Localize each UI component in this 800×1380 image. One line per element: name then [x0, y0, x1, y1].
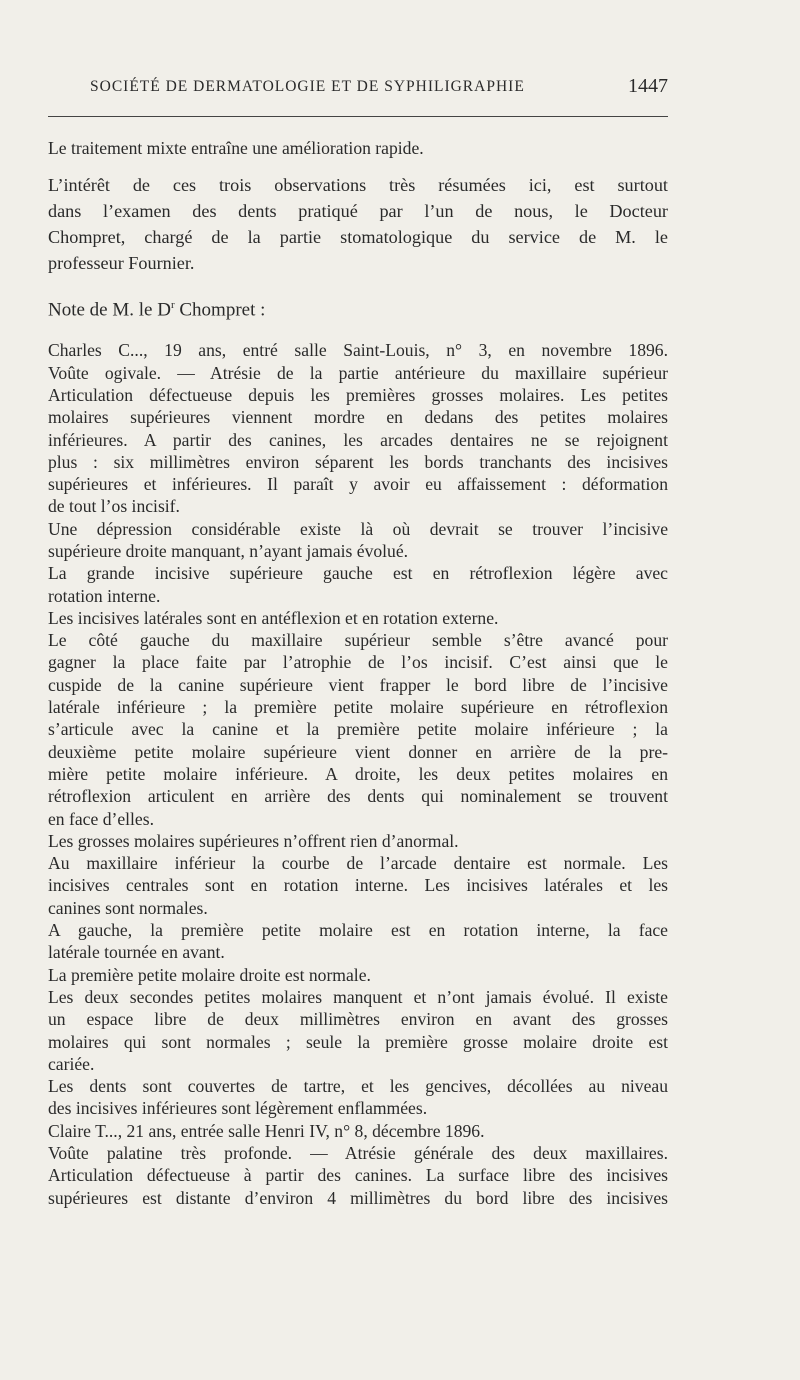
- text-line: rotation interne.: [48, 585, 161, 606]
- text-line: Au maxillaire inférieur la courbe de l’arcade dentaire est normale. Les: [48, 853, 668, 874]
- text-line: professeur Fournier.: [48, 253, 195, 273]
- text-line: Claire T..., 21 ans, entrée salle Henri IV, n° 8, décembre 1896.: [48, 1120, 485, 1141]
- running-header: [48, 70, 668, 106]
- header-rule: [48, 116, 668, 117]
- text-line: s’articule avec la canine et la première petite molaire inférieure ; la: [48, 719, 668, 740]
- note-sup: r: [170, 299, 175, 311]
- text-line: supérieures et inférieures. Il paraît y avoir eu affaissement : déformation: [48, 474, 668, 495]
- text-line: un espace libre de deux millimètres environ en avant des grosses: [48, 1009, 668, 1030]
- text-line: A gauche, la première petite molaire est en rotation interne, la face: [48, 920, 668, 941]
- text-line: deuxième petite molaire supérieure vient donner en arrière de la pre-: [48, 741, 668, 762]
- text-line: incisives centrales sont en rotation interne. Les incisives latérales et les: [48, 875, 668, 896]
- text-line: L’intérêt de ces trois observations très résumées ici, est surtout: [48, 175, 668, 195]
- text-line: Une dépression considérable existe là où devrait se trouver l’incisive: [48, 518, 668, 539]
- case-observations: [48, 339, 668, 1209]
- text-line: Les deux secondes petites molaires manquent et n’ont jamais évolué. Il existe: [48, 986, 668, 1007]
- text-line: canines sont normales.: [48, 897, 208, 918]
- text-line: Voûte palatine très profonde. — Atrésie générale des deux maxillaires.: [48, 1143, 668, 1164]
- text-line: Les incisives latérales sont en antéflexion et en rotation externe.: [48, 607, 499, 628]
- paragraph-intro: [48, 172, 668, 276]
- text-line: plus : six millimètres environ séparent les bords tranchants des incisives: [48, 451, 668, 472]
- text-line: Les dents sont couvertes de tartre, et les gencives, décollées au niveau: [48, 1076, 668, 1097]
- text-line: La grande incisive supérieure gauche est en rétroflexion légère avec: [48, 563, 668, 584]
- text-line: rétroflexion articulent en arrière des dents qui nominalement se trouvent: [48, 786, 668, 807]
- text-line: inférieures. A partir des canines, les arcades dentaires ne se rejoignent: [48, 429, 668, 450]
- text-line: dans l’examen des dents pratiqué par l’un de nous, le Docteur: [48, 201, 668, 221]
- body-text: [48, 136, 668, 1209]
- note-suffix: Chompret :: [174, 299, 266, 321]
- header-title: SOCIÉTÉ DE DERMATOLOGIE ET DE SYPHILIGRAPHIE: [90, 78, 525, 95]
- text-line: molaires supérieures viennent mordre en dedans des petites molaires: [48, 407, 668, 428]
- text-line: Les grosses molaires supérieures n’offrent rien d’anormal.: [48, 830, 459, 851]
- text-line: molaires qui sont normales ; seule la première grosse molaire droite est: [48, 1031, 668, 1052]
- text-line: mière petite molaire inférieure. A droite, les deux petites molaires en: [48, 763, 668, 784]
- text-line: gagner la place faite par l’atrophie de l’os incisif. C’est ainsi que le: [48, 652, 668, 673]
- note-heading: [48, 290, 668, 325]
- text-line: cariée.: [48, 1053, 95, 1074]
- text-line: Chompret, chargé de la partie stomatologique du service de M. le: [48, 227, 668, 247]
- note-prefix: Note de M. le D: [48, 299, 171, 321]
- text-line: Le traitement mixte entraîne une amélioration rapide.: [48, 138, 424, 158]
- page-number: 1447: [628, 75, 668, 97]
- text-line: en face d’elles.: [48, 808, 154, 829]
- text-line: La première petite molaire droite est normale.: [48, 964, 371, 985]
- text-line: Le côté gauche du maxillaire supérieur semble s’être avancé pour: [48, 630, 668, 651]
- text-line: Charles C..., 19 ans, entré salle Saint-Louis, n° 3, en novembre 1896.: [48, 340, 668, 361]
- document-page: [48, 70, 668, 1208]
- text-line: latérale inférieure ; la première petite molaire supérieure en rétroflexion: [48, 697, 668, 718]
- text-line: supérieures est distante d’environ 4 millimètres du bord libre des incisives: [48, 1187, 668, 1208]
- text-line: latérale tournée en avant.: [48, 942, 225, 963]
- text-line: cuspide de la canine supérieure vient frapper le bord libre de l’incisive: [48, 674, 668, 695]
- text-line: de tout l’os incisif.: [48, 496, 180, 517]
- text-line: Articulation défectueuse à partir des canines. La surface libre des incisives: [48, 1165, 668, 1186]
- text-line: supérieure droite manquant, n’ayant jamais évolué.: [48, 541, 409, 561]
- text-line: des incisives inférieures sont légèrement enflammées.: [48, 1098, 428, 1119]
- text-line: Voûte ogivale. — Atrésie de la partie antérieure du maxillaire supérieur: [48, 362, 668, 383]
- text-line: Articulation défectueuse depuis les premières grosses molaires. Les petites: [48, 384, 668, 405]
